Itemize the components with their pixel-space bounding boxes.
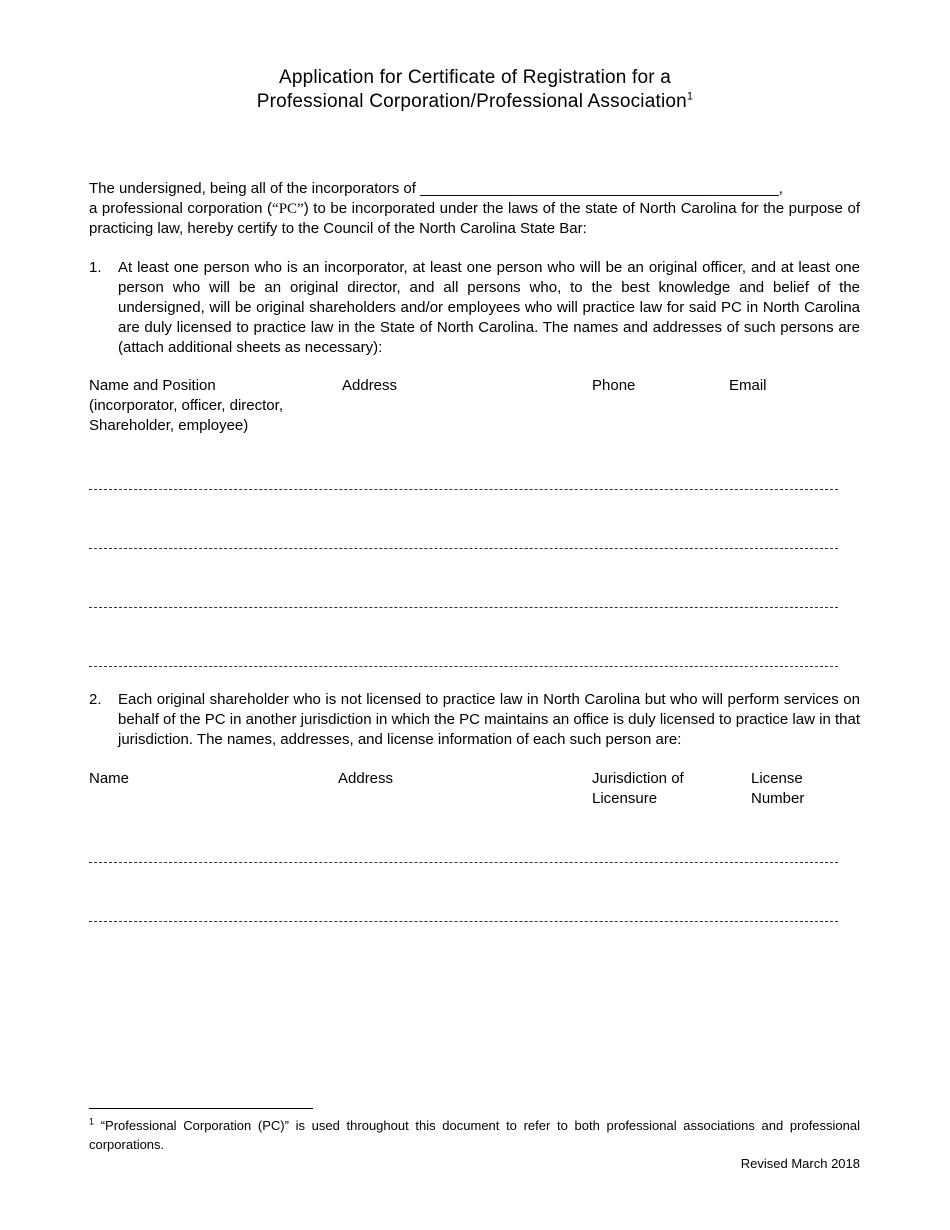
col-address-2: Address [338, 770, 394, 787]
footnote-mark: 1 [89, 1116, 95, 1127]
title-line-1: Application for Certificate of Registration for a [278, 67, 672, 88]
col-name-position-sub2: Shareholder, employee) [89, 417, 249, 434]
col-name-position [89, 376, 283, 436]
title-line-2 [0, 90, 950, 114]
intro-text-b: ) to be incorporated under the laws of the state of North Carolina for the purpose of practicing law, hereby certify to the Council of the North Carolina State Bar: [89, 200, 860, 237]
entry-line-4[interactable] [89, 666, 838, 667]
entry-line-2[interactable] [89, 548, 838, 549]
item-2-text: Each original shareholder who is not licensed to practice law in North Carolina but who will perform services on behalf of the PC in another jurisdiction in which the PC maintains an office is duly licensed to practice law in that jurisdiction. The names, addresses, and license information of each such person are: [118, 691, 860, 748]
footnote-separator [89, 1108, 313, 1109]
footnote-text: “Professional Corporation (PC)” is used throughout this document to refer to both professional associations and professional corporations. [89, 1118, 860, 1152]
col-jurisdiction-line2: Licensure [592, 790, 658, 807]
entry-line-3[interactable] [89, 607, 838, 608]
document-title [0, 66, 950, 114]
col-license-line1: License [751, 770, 803, 787]
intro-pc-abbrev: “PC” [272, 201, 304, 217]
col-name-position-label: Name and Position [89, 377, 216, 394]
item-2-number: 2. [89, 691, 102, 708]
col-email: Email [729, 377, 767, 394]
col-license-line2: Number [751, 790, 805, 807]
item-2 [89, 690, 860, 750]
intro-line-body [89, 199, 860, 239]
intro-text-a: a professional corporation ( [89, 200, 273, 217]
entry-line-5[interactable] [89, 862, 838, 863]
item-1-text: At least one person who is an incorporator, at least one person who will be an original officer, and at least one person who will be an original director, and all persons who, to the best knowledge and belief of the undersigned, will be original shareholders and/or employees who will practice law for said PC in North Carolina are duly licensed to practice law in the State of North Carolina. The names and addresses of such persons are (attach additional sheets as necessary): [118, 259, 860, 356]
col-jurisdiction-line1: Jurisdiction of [592, 770, 684, 787]
title-footnote-mark: 1 [686, 90, 694, 103]
item-1-number: 1. [89, 259, 102, 276]
entry-line-1[interactable] [89, 489, 838, 490]
entry-line-6[interactable] [89, 921, 838, 922]
col-address-1: Address [342, 377, 398, 394]
intro-paragraph [89, 179, 860, 239]
col-name-position-sub1: (incorporator, officer, director, [89, 397, 283, 414]
intro-line-incorporators: The undersigned, being all of the incorporators of ___________________________________________, [89, 180, 783, 197]
revision-date: Revised March 2018 [740, 1156, 860, 1171]
item-1 [89, 258, 860, 358]
col-license-number [751, 769, 804, 809]
col-jurisdiction [592, 769, 684, 809]
title-line-2-text: Professional Corporation/Professional Association [256, 91, 687, 112]
col-phone: Phone [592, 377, 636, 394]
col-name: Name [89, 770, 130, 787]
footnote [89, 1116, 860, 1154]
